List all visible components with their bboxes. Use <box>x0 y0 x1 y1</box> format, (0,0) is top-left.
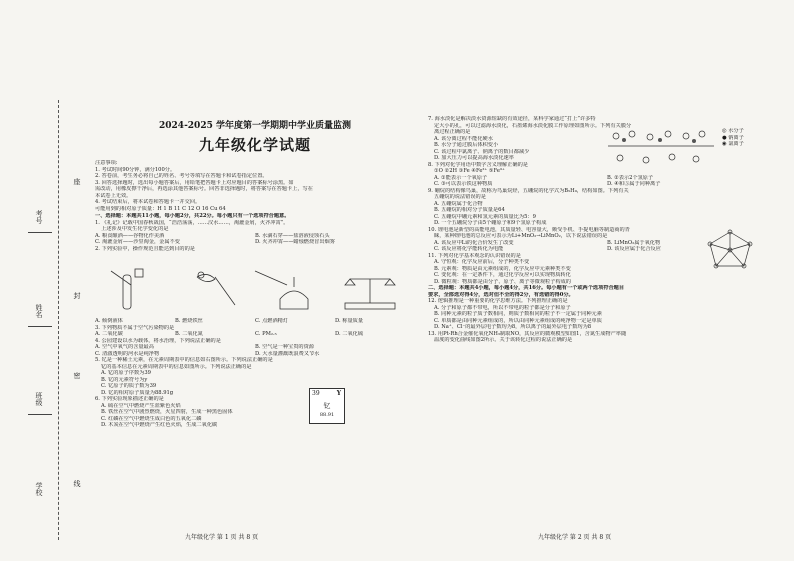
option-row <box>428 181 780 188</box>
margin-blank <box>28 414 52 415</box>
margin-label-xuexiao: 学校 <box>35 482 43 496</box>
question-stem: 5. 钇是一种稀土元素，在元素周期表中的信息如右图所示。下列说法正确的是 <box>95 357 273 363</box>
margin-label-xingming: 姓名 <box>35 304 43 318</box>
page-2 <box>428 0 780 561</box>
option: C. 红磷在空气中燃烧生成白色的五氧化二磷 <box>101 415 202 422</box>
chem-symbols: ①O ②2H ③Fe ④Fe²⁺ ⑤Fe³⁺ <box>434 168 505 174</box>
option: B. 水分子通过膜后体积变小 <box>434 142 499 148</box>
option-row <box>95 331 415 338</box>
question-stem: 3. 下列物质不属于空气污染物的是 <box>95 324 175 331</box>
option: D. Na⁺、Cl⁻的最外层电子数均为8，所以离子的最外层电子数均为8 <box>434 324 592 330</box>
margin-label-zuo: 座 <box>73 178 81 185</box>
question-stem: 钇的基本信息在元素周期表中的信息如图所示。下列说法正确的是 <box>101 363 252 370</box>
option: A. 二氧化碳 <box>95 331 123 337</box>
question-stem: 12. 逻辑推理是一种重要的化学思维方法。下列推理正确的是 <box>428 298 568 304</box>
option: C. 淘漉金屑——沙里淘金，金属不变 <box>95 239 180 245</box>
section-1-cont <box>95 318 415 429</box>
option: C. 该过程中氯离子、钠离子的数目都减少 <box>434 148 530 155</box>
option-row <box>95 239 415 246</box>
q2-apparatus-figure <box>105 265 405 317</box>
note-line: 需改动，用橡皮擦干净后，再选涂其他答案标号。回答非选择题时，将答案写在答题卡上，写在 <box>95 186 313 192</box>
option-row <box>95 318 415 325</box>
option: B. 燃烧铁丝 <box>175 318 203 324</box>
margin-blank <box>28 232 52 233</box>
option: A. 硫在空气中燃烧产生蓝紫色火焰 <box>101 402 181 409</box>
option: B. 钇的元素符号为y <box>101 376 148 383</box>
option: C. 该反应将化学能转化为电能 <box>434 246 504 252</box>
option: A. 粮食酿酒——谷物化作美酒 <box>95 232 165 239</box>
pentaborane-structure-figure <box>700 228 760 272</box>
option: D. 二氧化硫 <box>335 331 364 337</box>
option: B. 同种元素的粒子质子数相同，则质子数相同的粒子不一定属于同种元素 <box>434 311 602 317</box>
option: C. 钇原子的质子数为39 <box>101 383 157 389</box>
note-line: 1. 考试时间90分钟，满分100分。 <box>95 166 176 173</box>
question-stem: 7. 海水淡化是解决淡水资源短缺的有效途径，某科学家通过“打上”许多特 <box>428 116 596 122</box>
element-cell-yttrium <box>309 388 345 424</box>
option: B. 铁丝在空气中剧烈燃烧，火星四射，生成一种黑色固体 <box>101 409 233 415</box>
atomic-mass-line: 可能用到的相对原子质量：H 1 B 11 C 12 O 16 Cu 64 <box>95 205 226 212</box>
desalination-membrane-figure <box>606 126 716 168</box>
page-footer-right: 九年级化学 第 2 页 共 8 页 <box>538 534 612 541</box>
note-line: 本试卷上无效。 <box>95 192 132 199</box>
option: B. LiMnO₂属于氧化物 <box>607 239 661 246</box>
question-stem: 上述涉及中发生化学变化的是 <box>101 226 169 232</box>
iron-wire-burning-icon <box>197 272 235 305</box>
question-stem: 6. 下列实验现象描述正确的是 <box>95 396 164 402</box>
option: A. ①能表示一个氧原子 <box>434 174 488 181</box>
option: A. 五硼烷属于化合物 <box>434 200 483 207</box>
option: A. 倾倒液体 <box>95 318 123 324</box>
option: B. 水滴石穿——盐溶液侵蚀石头 <box>255 232 330 239</box>
question-stem: 4. 公园建设以水为载体，将水治理，下列说法正确的是 <box>95 337 221 344</box>
element-mass: 88.91 <box>319 412 335 418</box>
question-stem: 五硼烷的说法错误的是 <box>434 194 486 200</box>
margin-blank <box>28 326 52 327</box>
option: B. 元素观：物质是由元素组成的，化学反应中元素种类不变 <box>434 265 571 272</box>
question-stem: 定大小的孔，可以过滤海水淡化，石墨烯海水淡化膜工作原理如图所示。下列有关膜分 <box>434 122 632 129</box>
legend-sodium-ion: ● 钠离子 <box>722 134 744 141</box>
option: A. 空气中氧气的含量最高 <box>95 344 154 350</box>
question-stem: 11. 下列对化学基本观念的认识错误的是 <box>428 252 521 259</box>
alcohol-lamp-icon <box>255 271 308 309</box>
element-number: 39 <box>312 390 320 397</box>
option: D. 木炭在空气中燃烧产生红色火焰，生成二氧化碳 <box>101 422 218 428</box>
option: A. 钇的原子序数为39 <box>101 370 151 376</box>
question-stem: 10. 锂电池是新型的高能电池，其质量轻、电容量大，颇受手机、手提电脑等制造商的青 <box>428 226 630 233</box>
margin-label-feng: 封 <box>73 292 81 299</box>
option: C. 单质都是由同种元素组成的，所以由同种元素组成的纯净物一定是单质 <box>434 317 602 324</box>
option: B. ②表示2个氢原子 <box>607 174 654 181</box>
exam-subtitle: 2024-2025 学年度第一学期期中学业质量监测 <box>159 121 351 131</box>
option: D. 火齐冲霄——蜡烛燃烧冒出烟雾 <box>255 239 335 245</box>
balance-scale-icon <box>345 279 395 309</box>
option: B. 空气是一种宝贵的资源 <box>255 344 314 350</box>
question-stem: 1. 《礼记》记载中国春秋战国，“浩浩荡荡，……汉水……，淘漉金屑，火齐冲霄”。 <box>95 219 289 226</box>
seal-line <box>58 100 59 540</box>
margin-label-xian: 线 <box>73 480 81 487</box>
section-intro: 二、选择题：本题共4小题，每小题4分，共16分。每小题有一个或两个选项符合题目 <box>428 285 625 291</box>
legend-water-molecule: ◎ 水分子 <box>722 128 744 134</box>
exam-title: 九年级化学试题 <box>198 136 311 154</box>
option: D. 加大压力可以提高海水淡化速率 <box>434 155 514 161</box>
margin-label-mi: 密 <box>73 372 81 379</box>
option: D. 大水量灌溉既浪费又节水 <box>255 350 320 357</box>
notes-block <box>95 160 415 212</box>
option: D. ④和⑤属于同种离子 <box>607 181 661 187</box>
option: C. 五硼烷中硼元素和氢元素的质量比为5：9 <box>434 213 536 220</box>
option: D. 该反应属于化合反应 <box>607 246 661 252</box>
page-footer-left: 九年级化学 第 1 页 共 8 页 <box>185 534 259 541</box>
question-stem: 9. 硼烷的结构像鸟巢，故称为鸟巢烷烃，五硼烷的化学式为B₅H₉，结构如图。下列有关 <box>428 187 629 194</box>
notes-heading: 注意事项: <box>95 160 118 166</box>
option: A. 该分离过程不能化硬水 <box>434 135 493 142</box>
element-symbol: Y <box>336 390 341 397</box>
margin-label-banji: 班级 <box>35 392 43 406</box>
question-stem: 13. 用Pt-Rh合金催化氧化NH₃制取NO，其反应的微观模型如图1，含氮生成物产率随 <box>428 330 627 337</box>
legend-chloride-ion: ◉ 氯离子 <box>722 141 744 147</box>
section-intro: 要求，全部选对得4分，选对但不全的得2分，有选错的得0分。 <box>428 291 574 298</box>
section-intro: 一、选择题：本题共11小题，每小题2分，共22分。每小题只有一个选项符合题意。 <box>95 213 290 219</box>
page-1 <box>95 0 415 561</box>
membrane-legend <box>722 128 778 148</box>
question-stem: 睐，某种锂电池的总反应可表示为Li+MnO₂→LiMnO₂，以下说法错误的是 <box>434 233 608 239</box>
question-stem: 8. 下列对化学用语中数字含义理解正确的是 <box>428 161 528 168</box>
question-stem: 温度的变化曲线如图2所示。关于该转化过程的说法正确的是 <box>434 337 573 343</box>
note-line: 4. 考试结束后，将本试卷和答题卡一并交回。 <box>95 199 201 205</box>
element-name: 钇 <box>323 402 331 410</box>
option: A. 分子和原子都不带电，所以不带电的粒子都是分子和原子 <box>434 304 571 311</box>
option: C. 变化观：在一定条件下，通过化学反应可以实现物质转化 <box>434 272 571 278</box>
section-1 <box>95 213 415 252</box>
option: C. PM₂.₅ <box>255 331 277 337</box>
option: B. 五硼烷的相对分子质量是64 <box>434 207 505 213</box>
option: D. 称量质量 <box>335 318 364 324</box>
option: D. 微粒观：物质都是由分子、原子、离子等微观粒子构成的 <box>434 278 571 285</box>
option: D. 钇的相对原子质量为88.91g <box>101 389 174 396</box>
option: C. 清澈透明的河水是纯净物 <box>95 350 160 357</box>
option: D. 一个五硼烷分子由5个硼原子和9个氢原子构成 <box>434 220 547 226</box>
question-stem: 2. 下列实验中，操作规范且能达到目的的是 <box>95 245 195 252</box>
test-tube-icon <box>111 269 143 309</box>
note-line: 2. 答卷前，考生务必将自己的姓名、考号等填写在答题卡和试卷指定位置。 <box>95 173 268 179</box>
question-stem: 离过程正确的是 <box>434 129 471 135</box>
option: A. 守恒观：化学反应前后，分子种类不变 <box>434 259 530 265</box>
option: C. 点燃酒精灯 <box>255 318 289 324</box>
option: A. 该反应中Li的化合价发生了改变 <box>434 239 514 246</box>
option: B. 二氧化氮 <box>175 331 203 337</box>
note-line: 3. 回答选择题时，选出每小题答案后，用铅笔把答题卡上对应题目的答案标号涂黑。如 <box>95 179 294 186</box>
option: C. ③可以表示铁这种物质 <box>434 181 493 187</box>
binding-margin <box>0 0 92 561</box>
margin-label-kaohao: 考号 <box>35 210 43 224</box>
